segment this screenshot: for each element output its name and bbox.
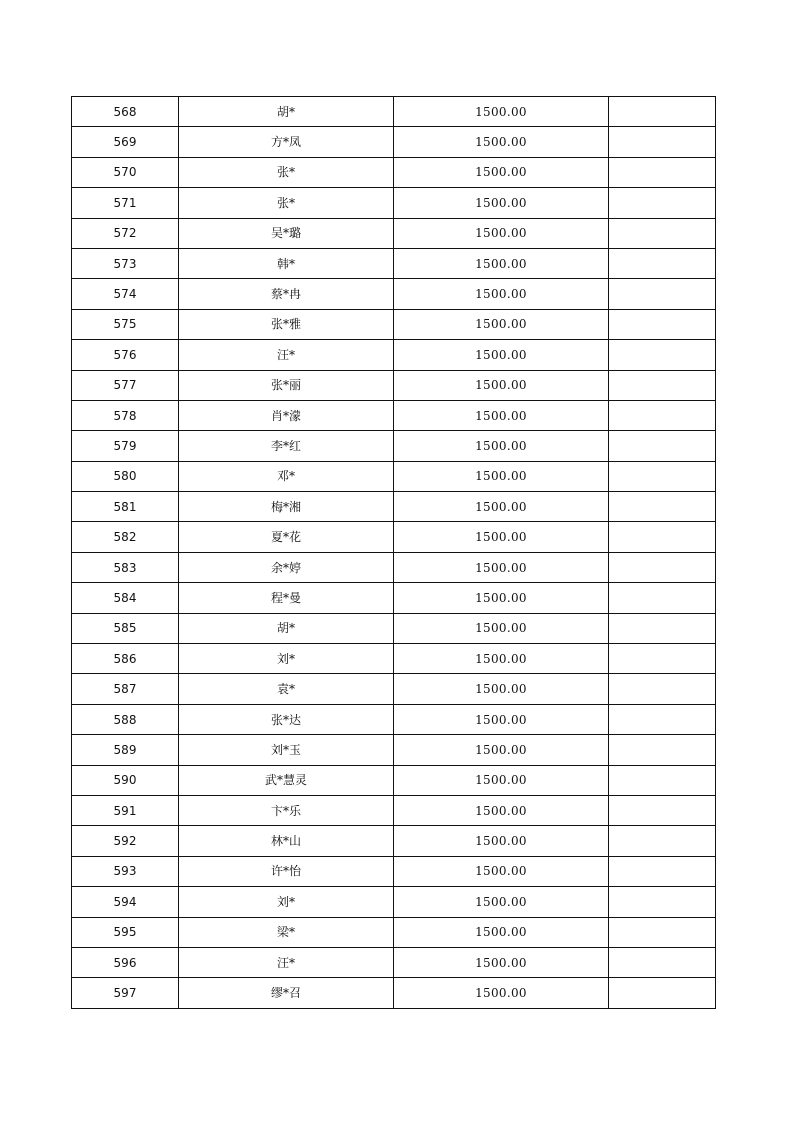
name-cell: 韩* — [179, 248, 394, 278]
amount-cell: 1500.00 — [394, 370, 609, 400]
note-cell — [609, 370, 716, 400]
amount-cell: 1500.00 — [394, 340, 609, 370]
name-cell: 汪* — [179, 947, 394, 977]
table-row — [72, 522, 716, 552]
name-cell: 张* — [179, 188, 394, 218]
amount-cell: 1500.00 — [394, 97, 609, 127]
name-cell: 邓* — [179, 461, 394, 491]
table-row — [72, 248, 716, 278]
note-cell — [609, 583, 716, 613]
table-row — [72, 127, 716, 157]
amount-cell: 1500.00 — [394, 765, 609, 795]
name-cell: 蔡*冉 — [179, 279, 394, 309]
serial-number-cell: 574 — [72, 279, 179, 309]
name-cell: 袁* — [179, 674, 394, 704]
note-cell — [609, 552, 716, 582]
table-row — [72, 188, 716, 218]
name-cell: 张*达 — [179, 704, 394, 734]
serial-number-cell: 577 — [72, 370, 179, 400]
amount-cell: 1500.00 — [394, 826, 609, 856]
note-cell — [609, 461, 716, 491]
amount-cell: 1500.00 — [394, 674, 609, 704]
name-cell: 张* — [179, 157, 394, 187]
name-cell: 吴*璐 — [179, 218, 394, 248]
serial-number-cell: 582 — [72, 522, 179, 552]
name-cell: 胡* — [179, 97, 394, 127]
note-cell — [609, 704, 716, 734]
amount-cell: 1500.00 — [394, 248, 609, 278]
name-cell: 刘* — [179, 887, 394, 917]
name-cell: 汪* — [179, 340, 394, 370]
note-cell — [609, 522, 716, 552]
note-cell — [609, 795, 716, 825]
note-cell — [609, 492, 716, 522]
table-row — [72, 431, 716, 461]
serial-number-cell: 592 — [72, 826, 179, 856]
table-row — [72, 735, 716, 765]
serial-number-cell: 588 — [72, 704, 179, 734]
note-cell — [609, 826, 716, 856]
serial-number-cell: 595 — [72, 917, 179, 947]
serial-number-cell: 581 — [72, 492, 179, 522]
note-cell — [609, 340, 716, 370]
serial-number-cell: 587 — [72, 674, 179, 704]
name-cell: 刘* — [179, 644, 394, 674]
table-row — [72, 887, 716, 917]
serial-number-cell: 572 — [72, 218, 179, 248]
name-cell: 梅*湘 — [179, 492, 394, 522]
name-cell: 方*凤 — [179, 127, 394, 157]
amount-cell: 1500.00 — [394, 978, 609, 1008]
name-cell: 程*曼 — [179, 583, 394, 613]
note-cell — [609, 248, 716, 278]
name-cell: 张*雅 — [179, 309, 394, 339]
serial-number-cell: 596 — [72, 947, 179, 977]
roster-table — [71, 96, 716, 1009]
note-cell — [609, 917, 716, 947]
table-row — [72, 765, 716, 795]
table-row — [72, 795, 716, 825]
amount-cell: 1500.00 — [394, 947, 609, 977]
table-row — [72, 583, 716, 613]
amount-cell: 1500.00 — [394, 431, 609, 461]
name-cell: 夏*花 — [179, 522, 394, 552]
note-cell — [609, 674, 716, 704]
table-row — [72, 978, 716, 1008]
note-cell — [609, 735, 716, 765]
table-row — [72, 674, 716, 704]
serial-number-cell: 571 — [72, 188, 179, 218]
amount-cell: 1500.00 — [394, 644, 609, 674]
table-row — [72, 947, 716, 977]
amount-cell: 1500.00 — [394, 795, 609, 825]
note-cell — [609, 127, 716, 157]
table-row — [72, 461, 716, 491]
note-cell — [609, 309, 716, 339]
note-cell — [609, 765, 716, 795]
serial-number-cell: 597 — [72, 978, 179, 1008]
note-cell — [609, 613, 716, 643]
serial-number-cell: 568 — [72, 97, 179, 127]
note-cell — [609, 400, 716, 430]
serial-number-cell: 576 — [72, 340, 179, 370]
serial-number-cell: 593 — [72, 856, 179, 886]
amount-cell: 1500.00 — [394, 583, 609, 613]
table-row — [72, 370, 716, 400]
serial-number-cell: 591 — [72, 795, 179, 825]
name-cell: 林*山 — [179, 826, 394, 856]
serial-number-cell: 590 — [72, 765, 179, 795]
table-row — [72, 218, 716, 248]
amount-cell: 1500.00 — [394, 127, 609, 157]
table-row — [72, 97, 716, 127]
name-cell: 张*丽 — [179, 370, 394, 400]
serial-number-cell: 575 — [72, 309, 179, 339]
name-cell: 许*怡 — [179, 856, 394, 886]
amount-cell: 1500.00 — [394, 704, 609, 734]
amount-cell: 1500.00 — [394, 887, 609, 917]
roster-table-body — [72, 97, 716, 1009]
note-cell — [609, 978, 716, 1008]
table-row — [72, 552, 716, 582]
amount-cell: 1500.00 — [394, 279, 609, 309]
table-row — [72, 826, 716, 856]
note-cell — [609, 188, 716, 218]
note-cell — [609, 644, 716, 674]
table-row — [72, 856, 716, 886]
table-row — [72, 704, 716, 734]
amount-cell: 1500.00 — [394, 522, 609, 552]
serial-number-cell: 589 — [72, 735, 179, 765]
name-cell: 余*婷 — [179, 552, 394, 582]
table-row — [72, 644, 716, 674]
table-row — [72, 309, 716, 339]
serial-number-cell: 578 — [72, 400, 179, 430]
note-cell — [609, 887, 716, 917]
name-cell: 梁* — [179, 917, 394, 947]
note-cell — [609, 218, 716, 248]
serial-number-cell: 569 — [72, 127, 179, 157]
amount-cell: 1500.00 — [394, 309, 609, 339]
amount-cell: 1500.00 — [394, 917, 609, 947]
serial-number-cell: 580 — [72, 461, 179, 491]
table-row — [72, 492, 716, 522]
amount-cell: 1500.00 — [394, 735, 609, 765]
serial-number-cell: 585 — [72, 613, 179, 643]
serial-number-cell: 586 — [72, 644, 179, 674]
name-cell: 李*红 — [179, 431, 394, 461]
amount-cell: 1500.00 — [394, 856, 609, 886]
note-cell — [609, 856, 716, 886]
amount-cell: 1500.00 — [394, 613, 609, 643]
note-cell — [609, 947, 716, 977]
name-cell: 刘*玉 — [179, 735, 394, 765]
table-row — [72, 400, 716, 430]
table-row — [72, 279, 716, 309]
table-row — [72, 340, 716, 370]
serial-number-cell: 594 — [72, 887, 179, 917]
note-cell — [609, 97, 716, 127]
serial-number-cell: 583 — [72, 552, 179, 582]
amount-cell: 1500.00 — [394, 218, 609, 248]
table-row — [72, 613, 716, 643]
name-cell: 缪*召 — [179, 978, 394, 1008]
serial-number-cell: 573 — [72, 248, 179, 278]
note-cell — [609, 279, 716, 309]
table-row — [72, 917, 716, 947]
name-cell: 武*慧灵 — [179, 765, 394, 795]
amount-cell: 1500.00 — [394, 492, 609, 522]
note-cell — [609, 431, 716, 461]
name-cell: 肖*濛 — [179, 400, 394, 430]
serial-number-cell: 579 — [72, 431, 179, 461]
note-cell — [609, 157, 716, 187]
serial-number-cell: 570 — [72, 157, 179, 187]
name-cell: 胡* — [179, 613, 394, 643]
amount-cell: 1500.00 — [394, 461, 609, 491]
amount-cell: 1500.00 — [394, 188, 609, 218]
table-row — [72, 157, 716, 187]
serial-number-cell: 584 — [72, 583, 179, 613]
amount-cell: 1500.00 — [394, 400, 609, 430]
amount-cell: 1500.00 — [394, 157, 609, 187]
name-cell: 卞*乐 — [179, 795, 394, 825]
amount-cell: 1500.00 — [394, 552, 609, 582]
